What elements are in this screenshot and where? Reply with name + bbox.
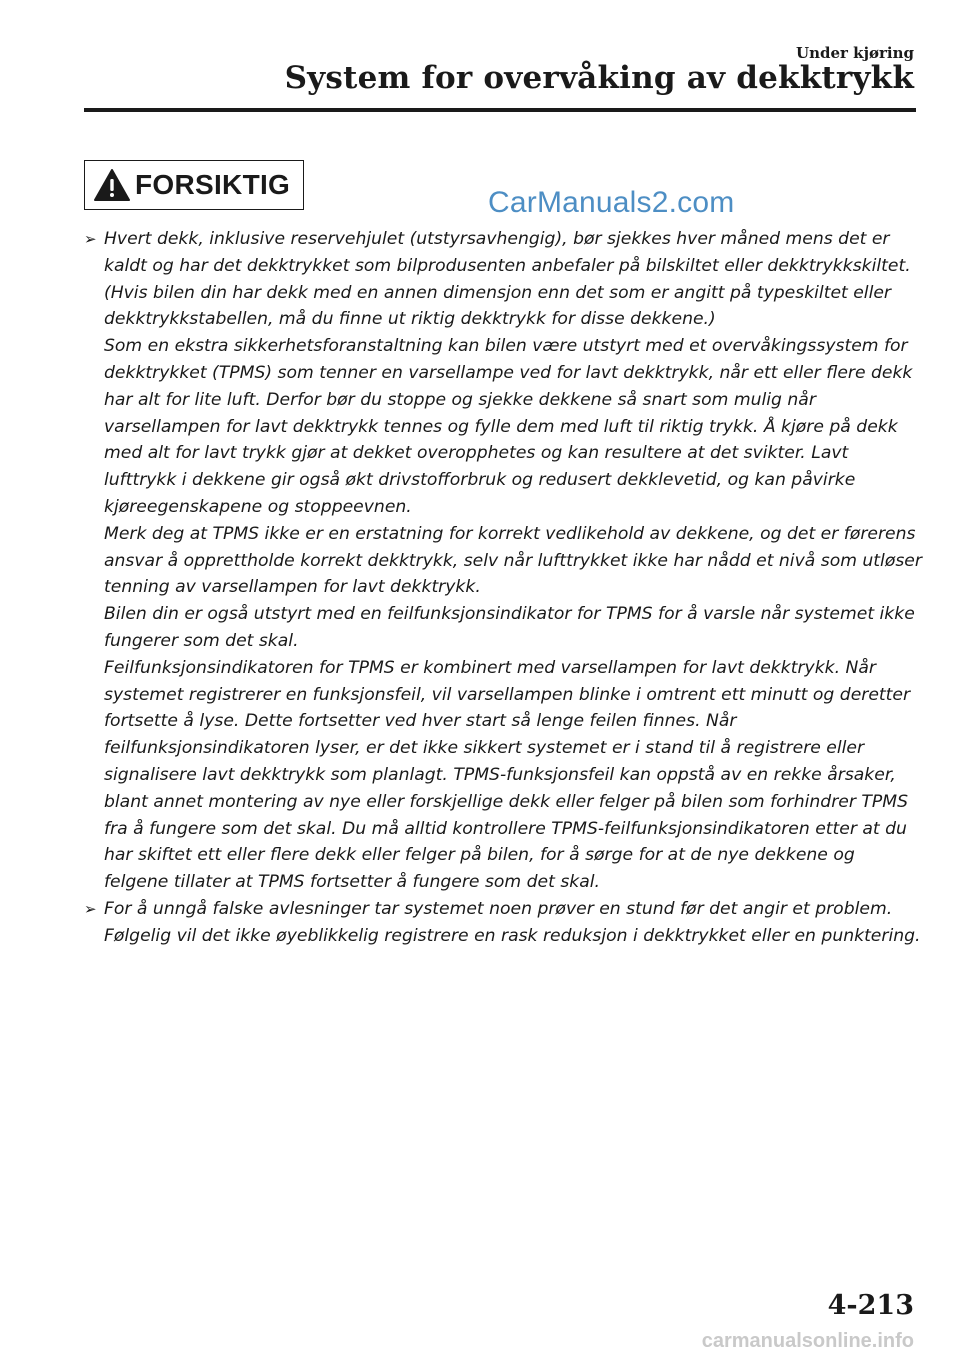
bullet-item	[84, 226, 924, 896]
header-divider	[84, 108, 916, 112]
watermark-link[interactable]: CarManuals2.com	[488, 186, 735, 219]
paragraph: For å unngå falske avlesninger tar systemet noen prøver en stund før det angir et problem. Følgelig vil det ikke øyeblikkelig registrere en rask reduksjon i dekktrykket eller en punktering.	[104, 898, 921, 946]
caution-label: FORSIKTIG	[135, 169, 291, 200]
paragraph: Bilen din er også utstyrt med en feilfunksjonsindikator for TPMS for å varsle når systemet ikke fungerer som det skal.	[104, 604, 915, 651]
paragraph: Merk deg at TPMS ikke er en erstatning for korrekt vedlikehold av dekkene, og det er førerens ansvar å opprettholde korrekt dekktrykk, selv når lufttrykket ikke har nådd et nivå som utløser tenning av varsellampen for lavt dekktrykk.	[104, 523, 922, 598]
page-title: System for overvåking av dekktrykk	[284, 60, 914, 96]
arrow-bullet-icon: ➢	[84, 230, 97, 248]
paragraph: Feilfunksjonsindikatoren for TPMS er kombinert med varsellampen for lavt dekktrykk. Når systemet registrerer en funksjonsfeil, vil varsellampen blinke i omtrent ett minutt og deretter fortsette å lyse. Dette fortsetter ved hver start så lenge feilen finnes. Når feilfunksjonsindikatoren lyser, er det ikke sikkert systemet er i stand til å registrere eller signalisere lavt dekktrykk som planlagt. TPMS-funksjonsfeil kan oppstå av en rekke årsaker, blant annet montering av nye eller forskjellige dekk eller felger på bilen som forhindrer TPMS fra å fungere som det skal. Du må alltid kontrollere TPMS-feilfunksjonsindikatoren etter at du har skiftet ett eller flere dekk eller felger på bilen, for å sørge for at de nye dekkene og felgene tillater at TPMS fortsetter å fungere som det skal.	[104, 657, 911, 893]
paragraph: Hvert dekk, inklusive reservehjulet (utstyrsavhengig), bør sjekkes hver måned mens det er kaldt og har det dekktrykket som bilprodusenten anbefaler på bilskiltet eller dekktrykkskiltet. (Hvis bilen din har dekk med en annen dimensjon enn det som er angitt på typeskiltet eller dekktrykkstabellen, må du finne ut riktig dekktrykk for disse dekkene.)	[104, 229, 911, 330]
bullet-item	[84, 896, 924, 950]
caution-heading	[84, 160, 304, 210]
caution-body	[84, 226, 924, 950]
section-name: Under kjøring	[796, 44, 914, 62]
arrow-bullet-icon: ➢	[84, 899, 97, 918]
footer-watermark-link[interactable]: carmanualsonline.info	[701, 1330, 914, 1352]
page-number: 4-213	[827, 1290, 914, 1321]
warning-triangle-icon	[93, 168, 131, 202]
paragraph: Som en ekstra sikkerhetsforanstaltning kan bilen være utstyrt med et overvåkingssystem for dekktrykket (TPMS) som tenner en varsellampe ved for lavt dekktrykk, når ett eller flere dekk har alt for lite luft. Derfor bør du stoppe og sjekke dekkene så snart som mulig når varsellampen for lavt dekktrykk tennes og fylle dem med luft til riktig trykk. Å kjøre på dekk med alt for lavt trykk gjør at dekket overopphetes og kan resultere at det svikter. Lavt lufttrykk i dekkene gir også økt drivstofforbruk og redusert dekklevetid, og kan påvirke kjøreegenskapene og stoppeevnen.	[104, 336, 913, 517]
